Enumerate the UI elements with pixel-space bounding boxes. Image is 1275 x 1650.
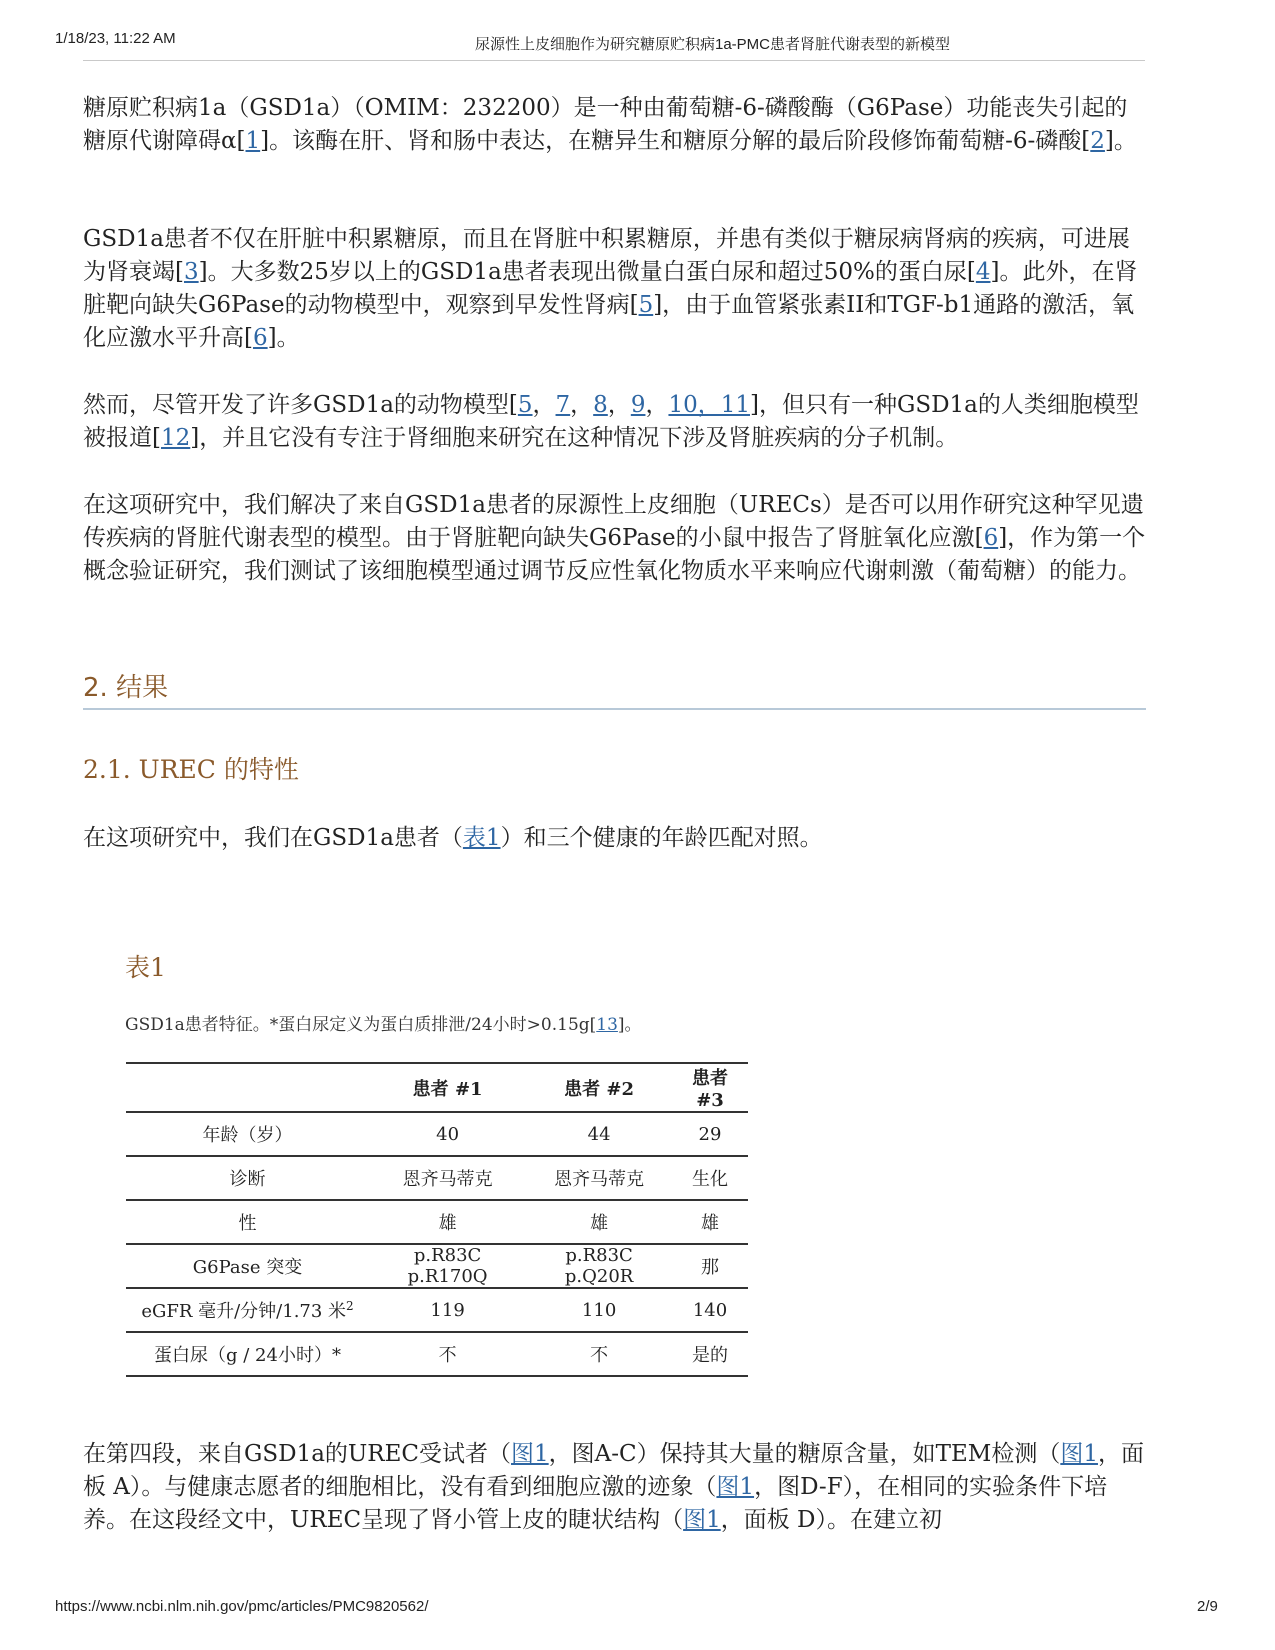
intro-paragraph-4: 在这项研究中，我们解决了来自GSD1a患者的尿源性上皮细胞（URECs）是否可以用作研究这种罕见遗传疾病的肾脏代谢表型的模型。由于肾脏靶向缺失G6Pase的小鼠中报告了肾脏氧化应激[6]，作为第一个概念验证研究，我们测试了该细胞模型通过调节反应性氧化物质水平来响应代谢刺激（葡萄糖）的能力。 (83, 492, 1146, 584)
section-divider (83, 708, 1146, 710)
table-cell: 是的 (672, 1332, 748, 1376)
patient-characteristics-table (126, 1062, 748, 1377)
superscript: 2 (346, 1299, 354, 1313)
citation-link[interactable]: 5 (517, 392, 533, 418)
page-number: 2/9 (1197, 1598, 1218, 1615)
row-label: 诊断 (126, 1156, 369, 1200)
figure-link[interactable]: 图1 (683, 1507, 721, 1533)
table-cell: 雄 (526, 1200, 672, 1244)
print-datetime: 1/18/23, 11:22 AM (55, 30, 176, 47)
table-title: 表1 (125, 953, 166, 982)
table-cell: 40 (369, 1112, 526, 1156)
table-header-row (126, 1063, 748, 1112)
citation-link[interactable]: 5 (638, 292, 654, 318)
table-cell: 雄 (672, 1200, 748, 1244)
header-divider (83, 60, 1145, 61)
table-cell: 44 (526, 1112, 672, 1156)
citation-link[interactable]: 3 (183, 259, 199, 285)
citation-link[interactable]: 10，11 (668, 392, 750, 418)
table-cell: 生化 (672, 1156, 748, 1200)
figure-paragraph: 在第四段，来自GSD1a的UREC受试者（图1，图A-C）保持其大量的糖原含量，如TEM检测（图1，面板 A）。与健康志愿者的细胞相比，没有看到细胞应激的迹象（图1，图D-F），在相同的实验条件下培养。在这段经文中，UREC呈现了肾小管上皮的睫状结构（图1，面板 D）。在建立初 (83, 1441, 1144, 1533)
table-row (126, 1332, 748, 1376)
print-page-title: 尿源性上皮细胞作为研究糖原贮积病1a-PMC患者肾脏代谢表型的新模型 (475, 36, 951, 53)
citation-link[interactable]: 2 (1090, 128, 1105, 154)
table-caption: GSD1a患者特征。*蛋白尿定义为蛋白质排泄/24小时>0.15g[13]。 (125, 1015, 642, 1035)
table-row (126, 1112, 748, 1156)
table-cell: 恩齐马蒂克 (526, 1156, 672, 1200)
table-row (126, 1244, 748, 1288)
row-label: 年龄（岁） (126, 1112, 369, 1156)
table-cell: 不 (369, 1332, 526, 1376)
column-header: 患者 #3 (672, 1063, 748, 1112)
intro-paragraph-3: 然而，尽管开发了许多GSD1a的动物模型[5，7，8，9，10，11]，但只有一种GSD1a的人类细胞模型被报道[12]，并且它没有专注于肾细胞来研究在这种情况下涉及肾脏疾病的分子机制。 (83, 392, 1139, 451)
table-cell: 140 (672, 1288, 748, 1332)
table-cell: 110 (526, 1288, 672, 1332)
figure-link[interactable]: 图1 (1060, 1441, 1098, 1467)
figure-link[interactable]: 图1 (511, 1441, 549, 1467)
column-header (126, 1063, 369, 1112)
citation-link[interactable]: 12 (160, 425, 191, 451)
table-cell: 119 (369, 1288, 526, 1332)
table-row (126, 1288, 748, 1332)
article-intro (83, 92, 1148, 158)
results-paragraph: 在这项研究中，我们在GSD1a患者（表1）和三个健康的年龄匹配对照。 (83, 825, 823, 851)
citation-link[interactable]: 1 (245, 128, 261, 154)
subsection-heading: 2.1. UREC 的特性 (83, 755, 299, 784)
citation-link[interactable]: 13 (596, 1015, 618, 1035)
table-row (126, 1156, 748, 1200)
column-header: 患者 #1 (369, 1063, 526, 1112)
column-header: 患者 #2 (526, 1063, 672, 1112)
section-heading: 2. 结果 (83, 673, 169, 703)
table-cell: 雄 (369, 1200, 526, 1244)
table-cell: p.R83C p.Q20R (526, 1244, 672, 1288)
table-row (126, 1200, 748, 1244)
row-label: 性 (126, 1200, 369, 1244)
table-cell: 不 (526, 1332, 672, 1376)
row-label: G6Pase 突变 (126, 1244, 369, 1288)
table-cell: 那 (672, 1244, 748, 1288)
table-cell: p.R83C p.R170Q (369, 1244, 526, 1288)
intro-paragraph-2: GSD1a患者不仅在肝脏中积累糖原，而且在肾脏中积累糖原，并患有类似于糖尿病肾病的疾病，可进展为肾衰竭[3]。大多数25岁以上的GSD1a患者表现出微量白蛋白尿和超过50%的蛋白尿[4]。此外，在肾脏靶向缺失G6Pase的动物模型中，观察到早发性肾病[5]，由于血管紧张素II和TGF-b1通路的激活，氧化应激水平升高[6]。 (83, 226, 1138, 351)
table-cell: 29 (672, 1112, 748, 1156)
intro-paragraph-1: 糖原贮积病1a（GSD1a）（OMIM：232200）是一种由葡萄糖-6-磷酸酶（G6Pase）功能丧失引起的糖原代谢障碍α[1]。该酶在肝、肾和肠中表达，在糖异生和糖原分解的最后阶段修饰葡萄糖-6-磷酸[2]。 (83, 95, 1137, 154)
table-link[interactable]: 表1 (462, 825, 501, 851)
citation-link[interactable]: 6 (252, 325, 268, 351)
citation-link[interactable]: 7 (555, 392, 571, 418)
print-url: https://www.ncbi.nlm.nih.gov/pmc/articles/PMC9820562/ (55, 1598, 429, 1615)
row-label: 蛋白尿（g / 24小时）* (126, 1332, 369, 1376)
citation-link[interactable]: 4 (975, 259, 991, 285)
row-label: eGFR 毫升/分钟/1.73 米$^2$ (126, 1288, 369, 1332)
figure-link[interactable]: 图1 (716, 1474, 755, 1500)
citation-link[interactable]: 6 (983, 525, 999, 551)
citation-link[interactable]: 9 (630, 392, 646, 418)
table-cell: 恩齐马蒂克 (369, 1156, 526, 1200)
citation-link[interactable]: 8 (593, 392, 608, 418)
